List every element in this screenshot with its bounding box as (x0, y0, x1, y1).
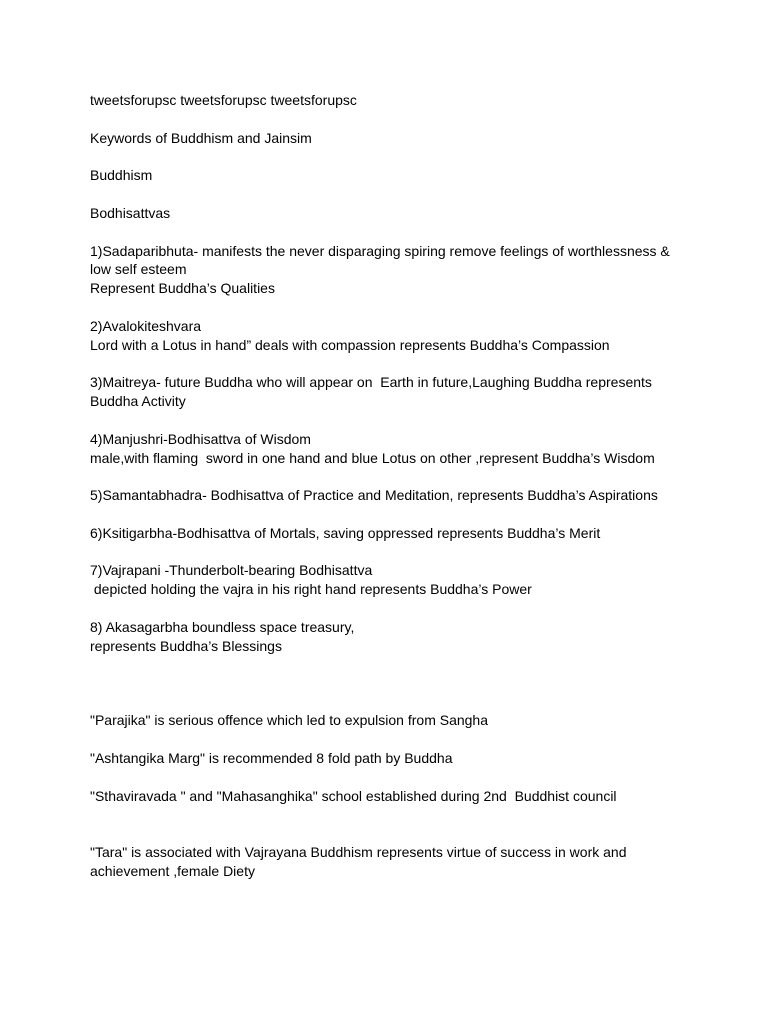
item-3-line-1: 3)Maitreya- future Buddha who will appear on Earth in future,Laughing Buddha represents (90, 374, 652, 390)
term-ashtangika-marg: "Ashtangika Marg" is recommended 8 fold path by Buddha (90, 750, 453, 766)
item-8-line-1: 8) Akasagarbha boundless space treasury, (90, 619, 355, 635)
document-title: Keywords of Buddhism and Jainsim (90, 130, 312, 146)
term-schools: "Sthaviravada " and "Mahasanghika" school established during 2nd Buddhist council (90, 788, 617, 804)
item-6-line-1: 6)Ksitigarbha-Bodhisattva of Mortals, saving oppressed represents Buddha’s Merit (90, 525, 601, 541)
item-1-line-2: low self esteem (90, 261, 187, 277)
header-text: tweetsforupsc tweetsforupsc tweetsforupsc (90, 92, 357, 108)
term-tara-line-2: achievement ,female Diety (90, 863, 255, 879)
item-1-line-1: 1)Sadaparibhuta- manifests the never disparaging spiring remove feelings of worthlessness & (90, 243, 670, 259)
term-parajika: "Parajika" is serious offence which led to expulsion from Sangha (90, 712, 489, 728)
item-7-line-1: 7)Vajrapani -Thunderbolt-bearing Bodhisattva (90, 562, 373, 578)
item-3-line-2: Buddha Activity (90, 393, 186, 409)
item-7-line-2: depicted holding the vajra in his right hand represents Buddha’s Power (90, 581, 532, 597)
section-heading: Buddhism (90, 167, 153, 183)
subsection-heading: Bodhisattvas (90, 205, 171, 221)
item-8-line-2: represents Buddha’s Blessings (90, 638, 282, 654)
item-5-line-1: 5)Samantabhadra- Bodhisattva of Practice and Meditation, represents Buddha’s Aspirations (90, 487, 658, 503)
item-2-line-1: 2)Avalokiteshvara (90, 318, 202, 334)
item-4-line-1: 4)Manjushri-Bodhisattva of Wisdom (90, 431, 311, 447)
item-1-line-3: Represent Buddha’s Qualities (90, 280, 275, 296)
term-tara-line-1: "Tara" is associated with Vajrayana Buddhism represents virtue of success in work and (90, 844, 627, 860)
item-2-line-2: Lord with a Lotus in hand” deals with compassion represents Buddha’s Compassion (90, 337, 610, 353)
item-4-line-2: male,with flaming sword in one hand and blue Lotus on other ,represent Buddha’s Wisdom (90, 450, 655, 466)
